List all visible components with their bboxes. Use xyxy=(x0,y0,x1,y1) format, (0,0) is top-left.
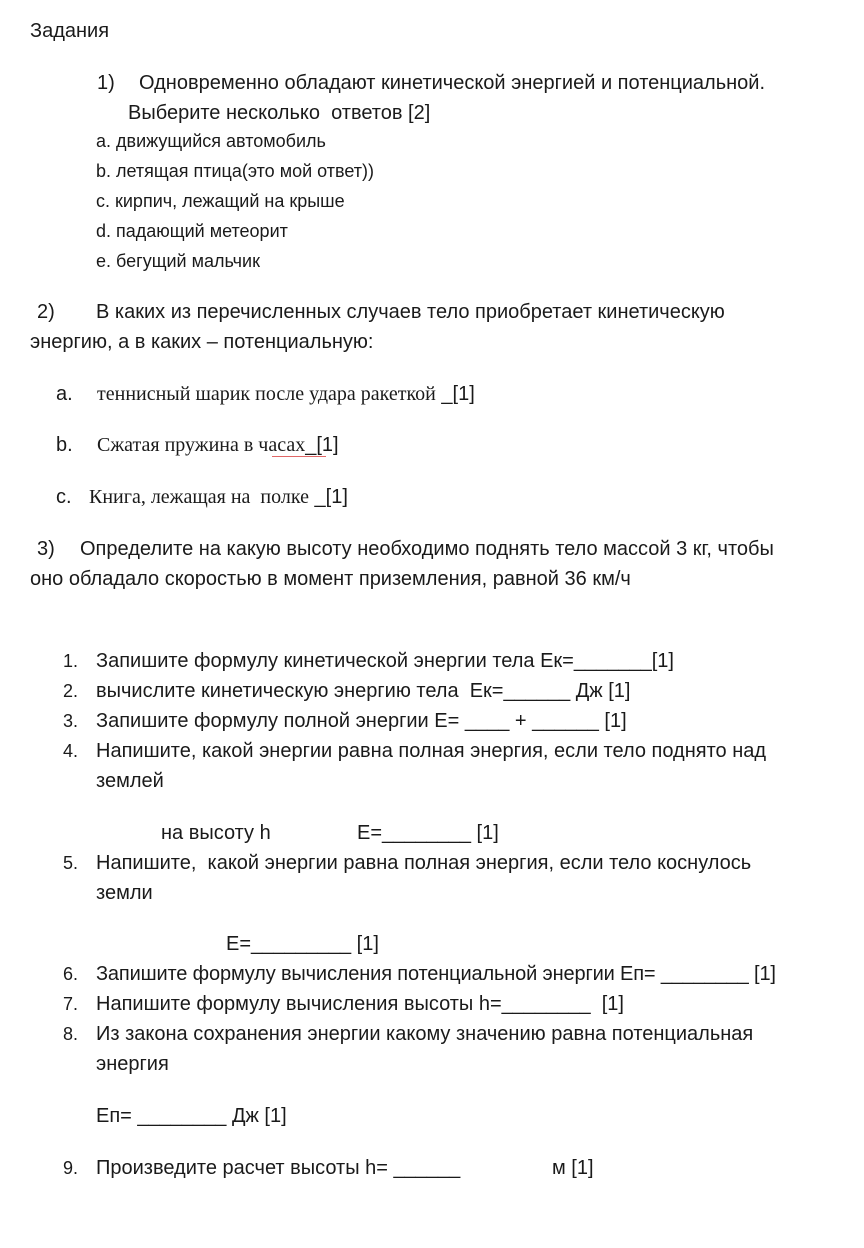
step-3-text: Запишите формулу полной энергии Е= ____ + ______ [1] xyxy=(96,710,627,732)
q1-number: 1) xyxy=(97,72,115,94)
spellcheck-underline xyxy=(272,456,326,457)
q2-item-a-text: теннисный шарик после удара ракеткой xyxy=(97,383,436,405)
q3-line1: Определите на какую высоту необходимо поднять тело массой 3 кг, чтобы xyxy=(80,538,774,560)
q2-item-a xyxy=(97,382,475,406)
step-6-text: Запишите формулу вычисления потенциальной энергии Еп= ________ [1] xyxy=(96,963,776,985)
step-6-number: 6. xyxy=(63,964,79,984)
q1-line2: Выберите несколько ответов [2] xyxy=(128,102,431,124)
step-1-text: Запишите формулу кинетической энергии тела Ек=_______[1] xyxy=(96,650,674,672)
step-5-line1: Напишите, какой энергии равна полная энергия, если тело коснулось xyxy=(96,852,752,874)
step-2-number: 2. xyxy=(63,681,79,701)
section-header: Задания xyxy=(30,20,110,42)
q2-item-a-letter: a. xyxy=(56,383,73,405)
step-4-line1: Напишите, какой энергии равна полная энергия, если тело поднято над xyxy=(96,740,767,762)
q2-line1: В каких из перечисленных случаев тело приобретает кинетическую xyxy=(96,301,725,323)
q1-option-e: e. бегущий мальчик xyxy=(96,251,260,271)
q1-line1: Одновременно обладают кинетической энергией и потенциальной. xyxy=(139,72,766,94)
q1-option-a: a. движущийся автомобиль xyxy=(96,131,326,151)
step-2-text: вычислите кинетическую энергию тела Ек=______ Дж [1] xyxy=(96,680,631,702)
step-5-number: 5. xyxy=(63,853,79,873)
step-4-sub-answer: Е=________ [1] xyxy=(357,822,499,844)
step-8-number: 8. xyxy=(63,1024,79,1044)
q2-item-a-score: _[1] xyxy=(435,383,475,405)
q2-item-c-score: _[1] xyxy=(308,486,348,508)
step-1-number: 1. xyxy=(63,651,79,671)
step-4-sub-label: на высоту h xyxy=(161,822,271,844)
step-8-line1: Из закона сохранения энергии какому значению равна потенциальная xyxy=(96,1023,754,1045)
step-9-number: 9. xyxy=(63,1158,79,1178)
q2-line2: энергию, а в каких – потенциальную: xyxy=(30,331,374,353)
q2-item-c-letter: c. xyxy=(56,486,72,508)
q2-item-b-letter: b. xyxy=(56,434,73,456)
step-5-line2: земли xyxy=(96,882,153,904)
q1-option-d: d. падающий метеорит xyxy=(96,221,288,241)
q1-option-c: c. кирпич, лежащий на крыше xyxy=(96,191,345,211)
q2-item-b-text: Сжатая пружина в часах xyxy=(97,434,306,456)
q3-number: 3) xyxy=(37,538,55,560)
step-9-unit: м [1] xyxy=(552,1157,594,1179)
step-5-sub-answer: Е=_________ [1] xyxy=(226,933,379,955)
q2-item-c xyxy=(89,485,348,509)
q2-item-c-text: Книга, лежащая на полке xyxy=(89,486,309,508)
step-4-line2: землей xyxy=(96,770,164,792)
step-3-number: 3. xyxy=(63,711,79,731)
q1-option-b: b. летящая птица(это мой ответ)) xyxy=(96,161,374,181)
step-8-sub-answer: Еп= ________ Дж [1] xyxy=(96,1105,287,1127)
step-9-text: Произведите расчет высоты h= ______ xyxy=(96,1157,461,1179)
q2-item-b xyxy=(97,433,339,457)
q2-item-b-score: _[1] xyxy=(305,434,339,456)
step-7-text: Напишите формулу вычисления высоты h=________ [1] xyxy=(96,993,624,1015)
q3-line2: оно обладало скоростью в момент приземления, равной 36 км/ч xyxy=(30,568,631,590)
step-8-line2: энергия xyxy=(96,1053,169,1075)
q2-number: 2) xyxy=(37,301,55,323)
step-7-number: 7. xyxy=(63,994,79,1014)
step-4-number: 4. xyxy=(63,741,79,761)
